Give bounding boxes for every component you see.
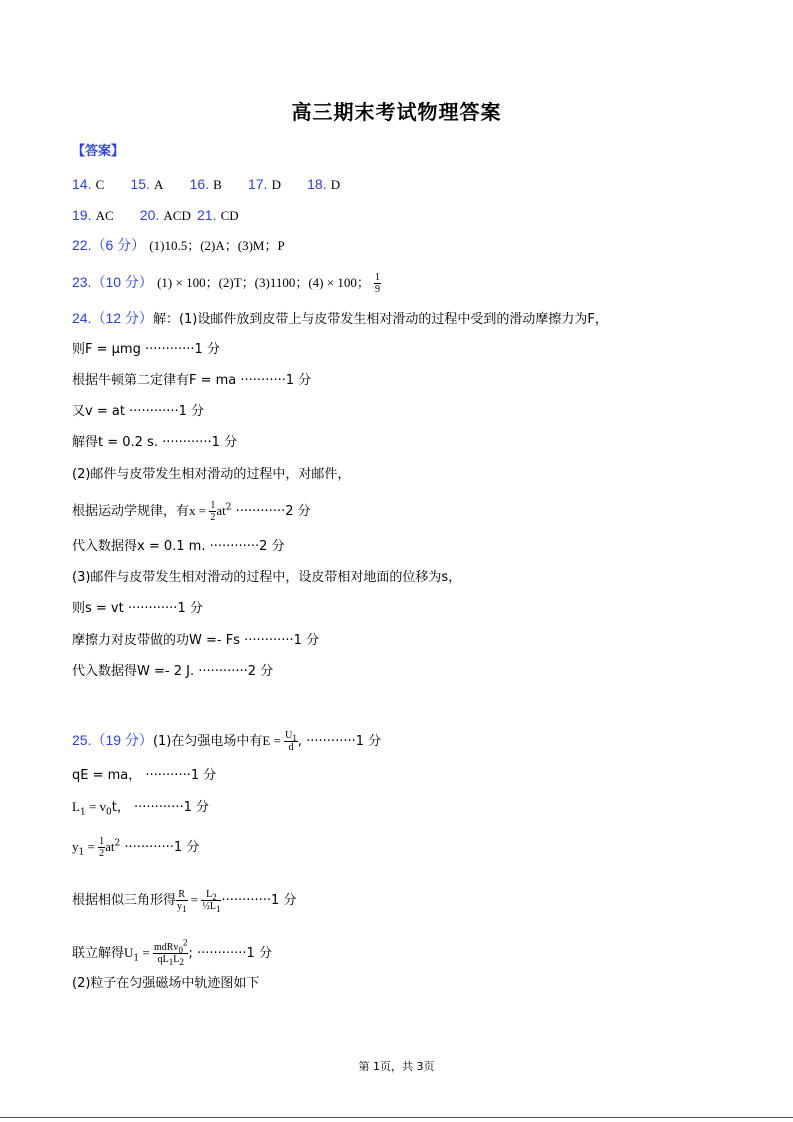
answer-tag: 【答案】 xyxy=(72,144,125,159)
fraction-half: $\frac{1}{2}$ xyxy=(210,500,216,523)
q24-line: 代入数据得x = 0.1 m. ············2 分 xyxy=(72,539,285,554)
q25-line: 根据相似三角形得 $\frac{R}{y_1}$ = $\frac{L_2}{\frac{1}{2}L_1}$ ············1 分 xyxy=(72,889,297,914)
q24-line: (2)邮件与皮带发生相对滑动的过程中，对邮件， xyxy=(72,467,351,482)
page-footer: 第 1页，共 3页 xyxy=(358,1060,435,1073)
q24-line: 摩擦力对皮带做的功W =- Fs ············1 分 xyxy=(72,633,320,648)
q25-line: (2)粒子在匀强磁场中轨迹图如下 xyxy=(72,976,260,991)
answer-heading xyxy=(72,143,124,161)
q22-answer: 22.（6 分） (1)10.5；(2)A；(3)M；P xyxy=(72,237,285,253)
fraction-r-y1: $\frac{R}{y_1}$ xyxy=(177,889,187,914)
q24-kinematics-line: 根据运动学规律，有x = $\frac{1}{2}$ $at^2 \cdot\cdot\cdot\cdot\cdot\cdot\cdot\cdot\cdot\cdot\cdot\cdot 2$ 分 xyxy=(72,500,311,523)
page-title: 高三期末考试物理答案 xyxy=(291,100,502,124)
q24-intro: 24.（12 分）解：(1)设邮件放到皮带上与皮带发生相对滑动的过程中受到的滑动摩擦力为F， xyxy=(72,310,608,327)
fraction-half: $\frac{1}{2}$ xyxy=(99,836,105,859)
choices-row-2: 19. AC 20. ACD 21. CD xyxy=(72,207,239,223)
q24-line: 代入数据得W =- 2 J. ············2 分 xyxy=(72,664,274,679)
q24-line: 则F = μmg ············1 分 xyxy=(72,342,220,357)
fraction-u1-d: $\frac{U_1}{d}$ xyxy=(285,730,297,753)
q25-line: $y_1$ = $\frac{1}{2}$ $at^2 \cdot\cdot\cdot\cdot\cdot\cdot\cdot\cdot\cdot\cdot\cdot\cdot 1$ 分 xyxy=(72,836,200,859)
q25-intro: 25.（19 分）(1)在匀强电场中有E = $\frac{U_1}{d}$ , ············1 分 xyxy=(72,730,382,753)
q24-line: (3)邮件与皮带发生相对滑动的过程中，设皮带相对地面的位移为s， xyxy=(72,570,462,585)
fraction: $\frac{1}{9}$ xyxy=(374,272,380,295)
fraction-l2-halfl1: $\frac{L_2}{\frac{1}{2}L_1}$ xyxy=(202,889,221,914)
q24-line: 又v = at ············1 分 xyxy=(72,404,205,419)
q24-line: 解得t = 0.2 s. ············1 分 xyxy=(72,435,238,450)
q23-answer: 23.（10 分） (1) × 100；(2)T；(3)1100；(4) × 100； $\frac{1}{9}$ xyxy=(72,272,380,295)
q25-line: qE = ma， ···········1 分 xyxy=(72,768,217,783)
q25-line: 联立解得$U_1$ = $\frac{mdRv_0^2}{qL_1L_2}$ ; ············1 分 xyxy=(72,937,272,967)
q24-line: 则s = vt ············1 分 xyxy=(72,601,203,616)
fraction-u1-result: $\frac{mdRv_0^2}{qL_1L_2}$ xyxy=(153,937,188,967)
bottom-divider xyxy=(0,1117,793,1118)
q25-line: $L_1 = v_0t$， ············1 分 xyxy=(72,799,209,818)
choices-row-1: 14. C 15. A 16. B 17. D 18. D xyxy=(72,176,341,192)
q24-line: 根据牛顿第二定律有F = ma ···········1 分 xyxy=(72,373,312,388)
